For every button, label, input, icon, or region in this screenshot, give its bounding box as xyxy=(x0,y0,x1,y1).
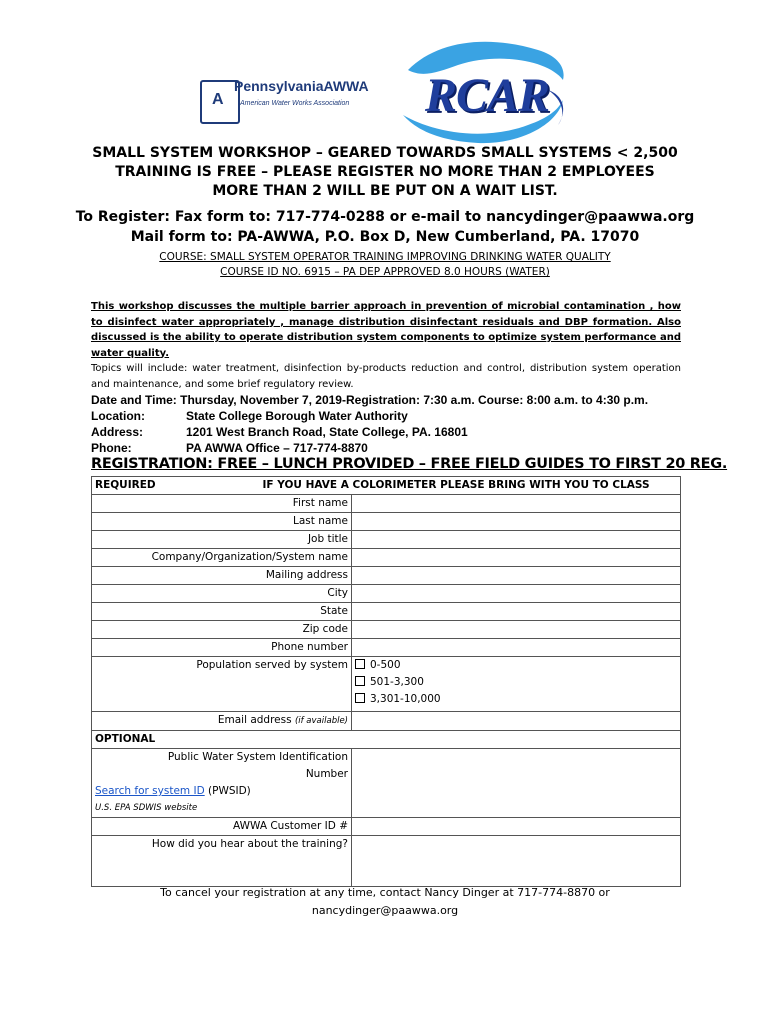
rcar-logo-text: RCAR xyxy=(425,69,550,122)
pwsid-note: U.S. EPA SDWIS website xyxy=(95,803,198,813)
field-label: Population served by system xyxy=(92,657,352,712)
email-label: Email address xyxy=(217,714,292,726)
registration-heading: REGISTRATION: FREE – LUNCH PROVIDED – FREE FIELD GUIDES TO FIRST 20 REG. xyxy=(91,456,728,472)
email-field[interactable] xyxy=(352,712,681,731)
address-value: 1201 West Branch Road, State College, PA. 16801 xyxy=(186,425,468,439)
last-name-field[interactable] xyxy=(352,513,681,531)
field-label: First name xyxy=(92,495,352,513)
description-topics: Topics will include: water treatment, disinfection by-products reduction and control, distribution system operation and maintenance, and some brief regulatory review. xyxy=(91,363,681,390)
field-label: Last name xyxy=(92,513,352,531)
pwsid-label-1: Public Water System Identification xyxy=(167,751,348,763)
phone-label: Phone: xyxy=(91,441,132,455)
field-label: Job title xyxy=(92,531,352,549)
field-label: Phone number xyxy=(92,639,352,657)
checkbox-icon[interactable] xyxy=(355,659,365,669)
headline-line: TRAINING IS FREE – PLEASE REGISTER NO MORE THAN 2 EMPLOYEES xyxy=(115,164,655,180)
field-label: Mailing address xyxy=(92,567,352,585)
field-label: How did you hear about the training? xyxy=(92,836,352,887)
registration-form xyxy=(91,476,681,887)
workshop-description xyxy=(91,299,681,392)
course-id: COURSE ID NO. 6915 – PA DEP APPROVED 8.0 HOURS (WATER) xyxy=(220,266,550,278)
location-label: Location: xyxy=(91,409,145,423)
job-title-field[interactable] xyxy=(352,531,681,549)
first-name-field[interactable] xyxy=(352,495,681,513)
pwsid-field[interactable] xyxy=(352,749,681,818)
register-fax-email: To Register: Fax form to: 717-774-0288 or e-mail to nancydinger@paawwa.org xyxy=(75,209,695,225)
address-label: Address: xyxy=(91,425,144,439)
colorimeter-note: IF YOU HAVE A COLORIMETER PLEASE BRING WITH YOU TO CLASS xyxy=(262,479,650,491)
cancel-email: nancydinger@paawwa.org xyxy=(311,904,459,917)
pwsid-label-cell xyxy=(92,749,352,818)
field-label: City xyxy=(92,585,352,603)
checkbox-icon[interactable] xyxy=(355,693,365,703)
zip-code-field[interactable] xyxy=(352,621,681,639)
awwa-customer-id-field[interactable] xyxy=(352,818,681,836)
company-field[interactable] xyxy=(352,549,681,567)
pa-awwa-logo-title: PennsylvaniaAWWA xyxy=(234,78,369,94)
state-field[interactable] xyxy=(352,603,681,621)
field-label: State xyxy=(92,603,352,621)
field-label: Zip code xyxy=(92,621,352,639)
cancel-note xyxy=(0,884,770,920)
phone-number-field[interactable] xyxy=(352,639,681,657)
headline-line: SMALL SYSTEM WORKSHOP – GEARED TOWARDS SMALL SYSTEMS < 2,500 xyxy=(92,145,678,161)
description-bold: This workshop discusses the multiple barrier approach in prevention of microbial contamination , how to disinfect water appropriately , manage distribution disinfectant residuals and DBP formation. Also discussed is the ability to operate distribution system components to optimize system performance and water quality. xyxy=(91,301,681,359)
pa-awwa-logo-subtitle: American Water Works Association xyxy=(240,100,350,107)
search-system-id-link[interactable]: Search for system ID xyxy=(95,785,205,797)
optional-label: OPTIONAL xyxy=(92,731,681,749)
location-value: State College Borough Water Authority xyxy=(186,409,408,423)
register-mail: Mail form to: PA-AWWA, P.O. Box D, New Cumberland, PA. 17070 xyxy=(130,229,640,245)
form-header-row xyxy=(92,477,681,495)
pa-awwa-logo xyxy=(200,76,369,120)
headline-line: MORE THAN 2 WILL BE PUT ON A WAIT LIST. xyxy=(212,183,558,199)
population-option[interactable]: 0-500 xyxy=(355,657,677,674)
city-field[interactable] xyxy=(352,585,681,603)
pwsid-label-2: Number xyxy=(305,768,348,780)
phone-value: PA AWWA Office – 717-774-8870 xyxy=(186,441,368,455)
how-did-you-hear-field[interactable] xyxy=(352,836,681,887)
field-label: Company/Organization/System name xyxy=(92,549,352,567)
population-option[interactable]: 501-3,300 xyxy=(355,674,677,691)
population-option[interactable]: 3,301-10,000 xyxy=(355,691,677,708)
population-options xyxy=(352,657,681,712)
email-note: (if available) xyxy=(294,716,348,726)
course-title: COURSE: SMALL SYSTEM OPERATOR TRAINING IMPROVING DRINKING WATER QUALITY xyxy=(159,251,611,263)
email-label-cell xyxy=(92,712,352,731)
headline xyxy=(0,144,770,201)
field-label: AWWA Customer ID # xyxy=(92,818,352,836)
event-datetime: Date and Time: Thursday, November 7, 2019-Registration: 7:30 a.m. Course: 8:00 a.m. to 4:30 p.m. xyxy=(91,393,649,407)
checkbox-icon[interactable] xyxy=(355,676,365,686)
event-info xyxy=(91,392,648,456)
required-label: REQUIRED xyxy=(95,479,156,491)
cancel-line: To cancel your registration at any time, contact Nancy Dinger at 717-774-8870 or xyxy=(160,886,610,899)
pwsid-suffix: (PWSID) xyxy=(204,785,251,797)
mailing-address-field[interactable] xyxy=(352,567,681,585)
logo-banner xyxy=(0,40,770,150)
pennsylvania-state-icon: A xyxy=(200,80,240,124)
